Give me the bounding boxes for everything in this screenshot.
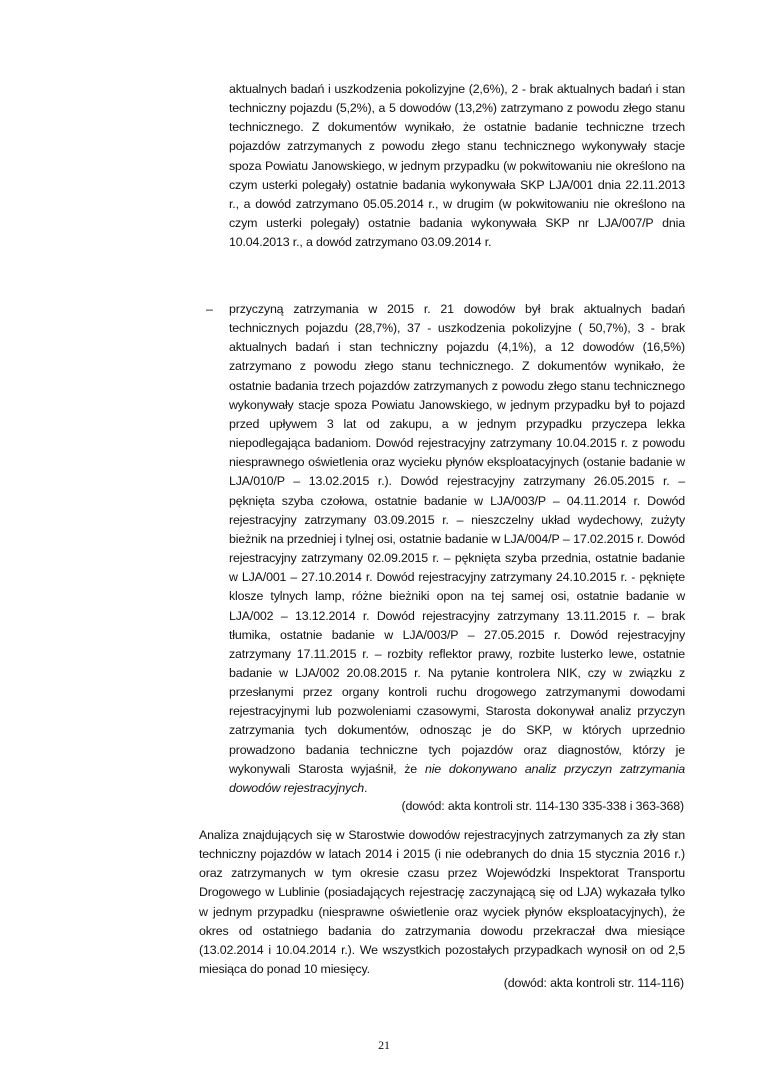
bullet-item: [229, 300, 685, 798]
continuation-paragraph: [229, 80, 685, 252]
bullet-italic-text: nie dokonywano analiz przyczyn zatrzymania dowodów rejestracyjnych: [229, 761, 685, 795]
bullet-end: .: [363, 780, 368, 795]
page-number: 21: [378, 1038, 390, 1052]
evidence-reference-2: (dowód: akta kontroli str. 114-116): [503, 976, 684, 990]
main-paragraph-block: [199, 826, 685, 979]
bullet-marker: –: [206, 302, 213, 316]
bullet-text: przyczyną zatrzymania w 2015 r. 21 dowodów był brak aktualnych badań technicznych pojazdu (28,7%), 37 - uszkodzenia pokolizyjne ( 50,7%), 3 - brak aktualnych badań i stan techniczny pojazdu (4,1%), a 12 dowodów (16,5%) zatrzymano z powodu złego stanu technicznego. Z dokumentów wynikało, że ostatnie badania trzech pojazdów zatrzymanych z powodu złego stanu technicznego wykonywały stacje spoza Powiatu Janowskiego, w jednym przypadku był to pojazd przed upływem 3 lat od zakupu, a w jednym przypadku przyczepa lekka niepodlegająca badaniom. Dowód rejestracyjny zatrzymany 10.04.2015 r. z powodu niesprawnego oświetlenia oraz wycieku płynów eksploatacyjnych (ostanie badanie w LJA/010/P – 13.02.2015 r.). Dowód rejestracyjny zatrzymany 26.05.2015 r. – pęknięta szyba czołowa, ostatnie badanie w LJA/003/P – 04.11.2014 r. Dowód rejestracyjny zatrzymany 03.09.2015 r. – nieszczelny układ wydechowy, zużyty bieżnik na przedniej i tylnej osi, ostatnie badanie w LJA/004/P – 17.02.2015 r. Dowód rejestracyjny zatrzymany 02.09.2015 r. – pęknięta szyba przednia, ostatnie badanie w LJA/001 – 27.10.2014 r. Dowód rejestracyjny zatrzymany 24.10.2015 r. - pęknięte klosze tylnych lamp, różne bieżniki opon na tej samej osi, ostatnie badanie w LJA/002 – 13.12.2014 r. Dowód rejestracyjny zatrzymany 13.11.2015 r. – brak tłumika, ostatnie badanie w LJA/003/P – 27.05.2015 r. Dowód rejestracyjny zatrzymany 17.11.2015 r. – rozbity reflektor prawy, rozbite lusterko lewe, ostatnie badanie w LJA/002 20.08.2015 r. Na pytanie kontrolera NIK, czy w związku z przesłanymi przez organy kontroli ruchu drogowego zatrzymanymi dowodami rejestracyjnymi lub pozwoleniami czasowymi, Starosta dokonywał analiz przyczyn zatrzymania tych dokumentów, odnosząc je do SKP, w których uprzednio prowadzono badania techniczne tych pojazdów oraz diagnostów, którzy je wykonywali Starosta wyjaśnił, że: [229, 302, 685, 776]
evidence-reference-1: (dowód: akta kontroli str. 114-130 335-338 i 363-368): [401, 799, 684, 813]
bullet-paragraph: [229, 300, 685, 798]
continuation-text: aktualnych badań i uszkodzenia pokolizyjne (2,6%), 2 - brak aktualnych badań i stan techniczny pojazdu (5,2%), a 5 dowodów (13,2%) zatrzymano z powodu złego stanu technicznego. Z dokumentów wynikało, że ostatnie badanie techniczne trzech pojazdów zatrzymanych z powodu złego stanu technicznego wykonywały stacje spoza Powiatu Janowskiego, w jednym przypadku (w pokwitowaniu nie określono na czym usterki polegały) ostatnie badania wykonywała SKP LJA/001 dnia 22.11.2013 r., a dowód zatrzymano 05.05.2014 r., w drugim (w pokwitowaniu nie określono na czym usterki polegały) ostatnie badania wykonywała SKP nr LJA/007/P dnia 10.04.2013 r., a dowód zatrzymano 03.09.2014 r.: [229, 82, 685, 250]
main-paragraph: Analiza znajdujących się w Starostwie dowodów rejestracyjnych zatrzymanych za zły stan techniczny pojazdów w latach 2014 i 2015 (i nie odebranych do dnia 15 stycznia 2016 r.) oraz zatrzymanych w tym okresie czasu przez Wojewódzki Inspektorat Transportu Drogowego w Lublinie (posiadających rejestrację zaczynającą się od LJA) wykazała tylko w jednym przypadku (niesprawne oświetlenie oraz wyciek płynów eksploatacyjnych), że okres od ostatniego badania do zatrzymania dowodu przekraczał dwa miesiące (13.02.2014 i 10.04.2014 r.). We wszystkich pozostałych przypadkach wynosił on od 2,5 miesiąca do ponad 10 miesięcy.: [199, 828, 685, 977]
